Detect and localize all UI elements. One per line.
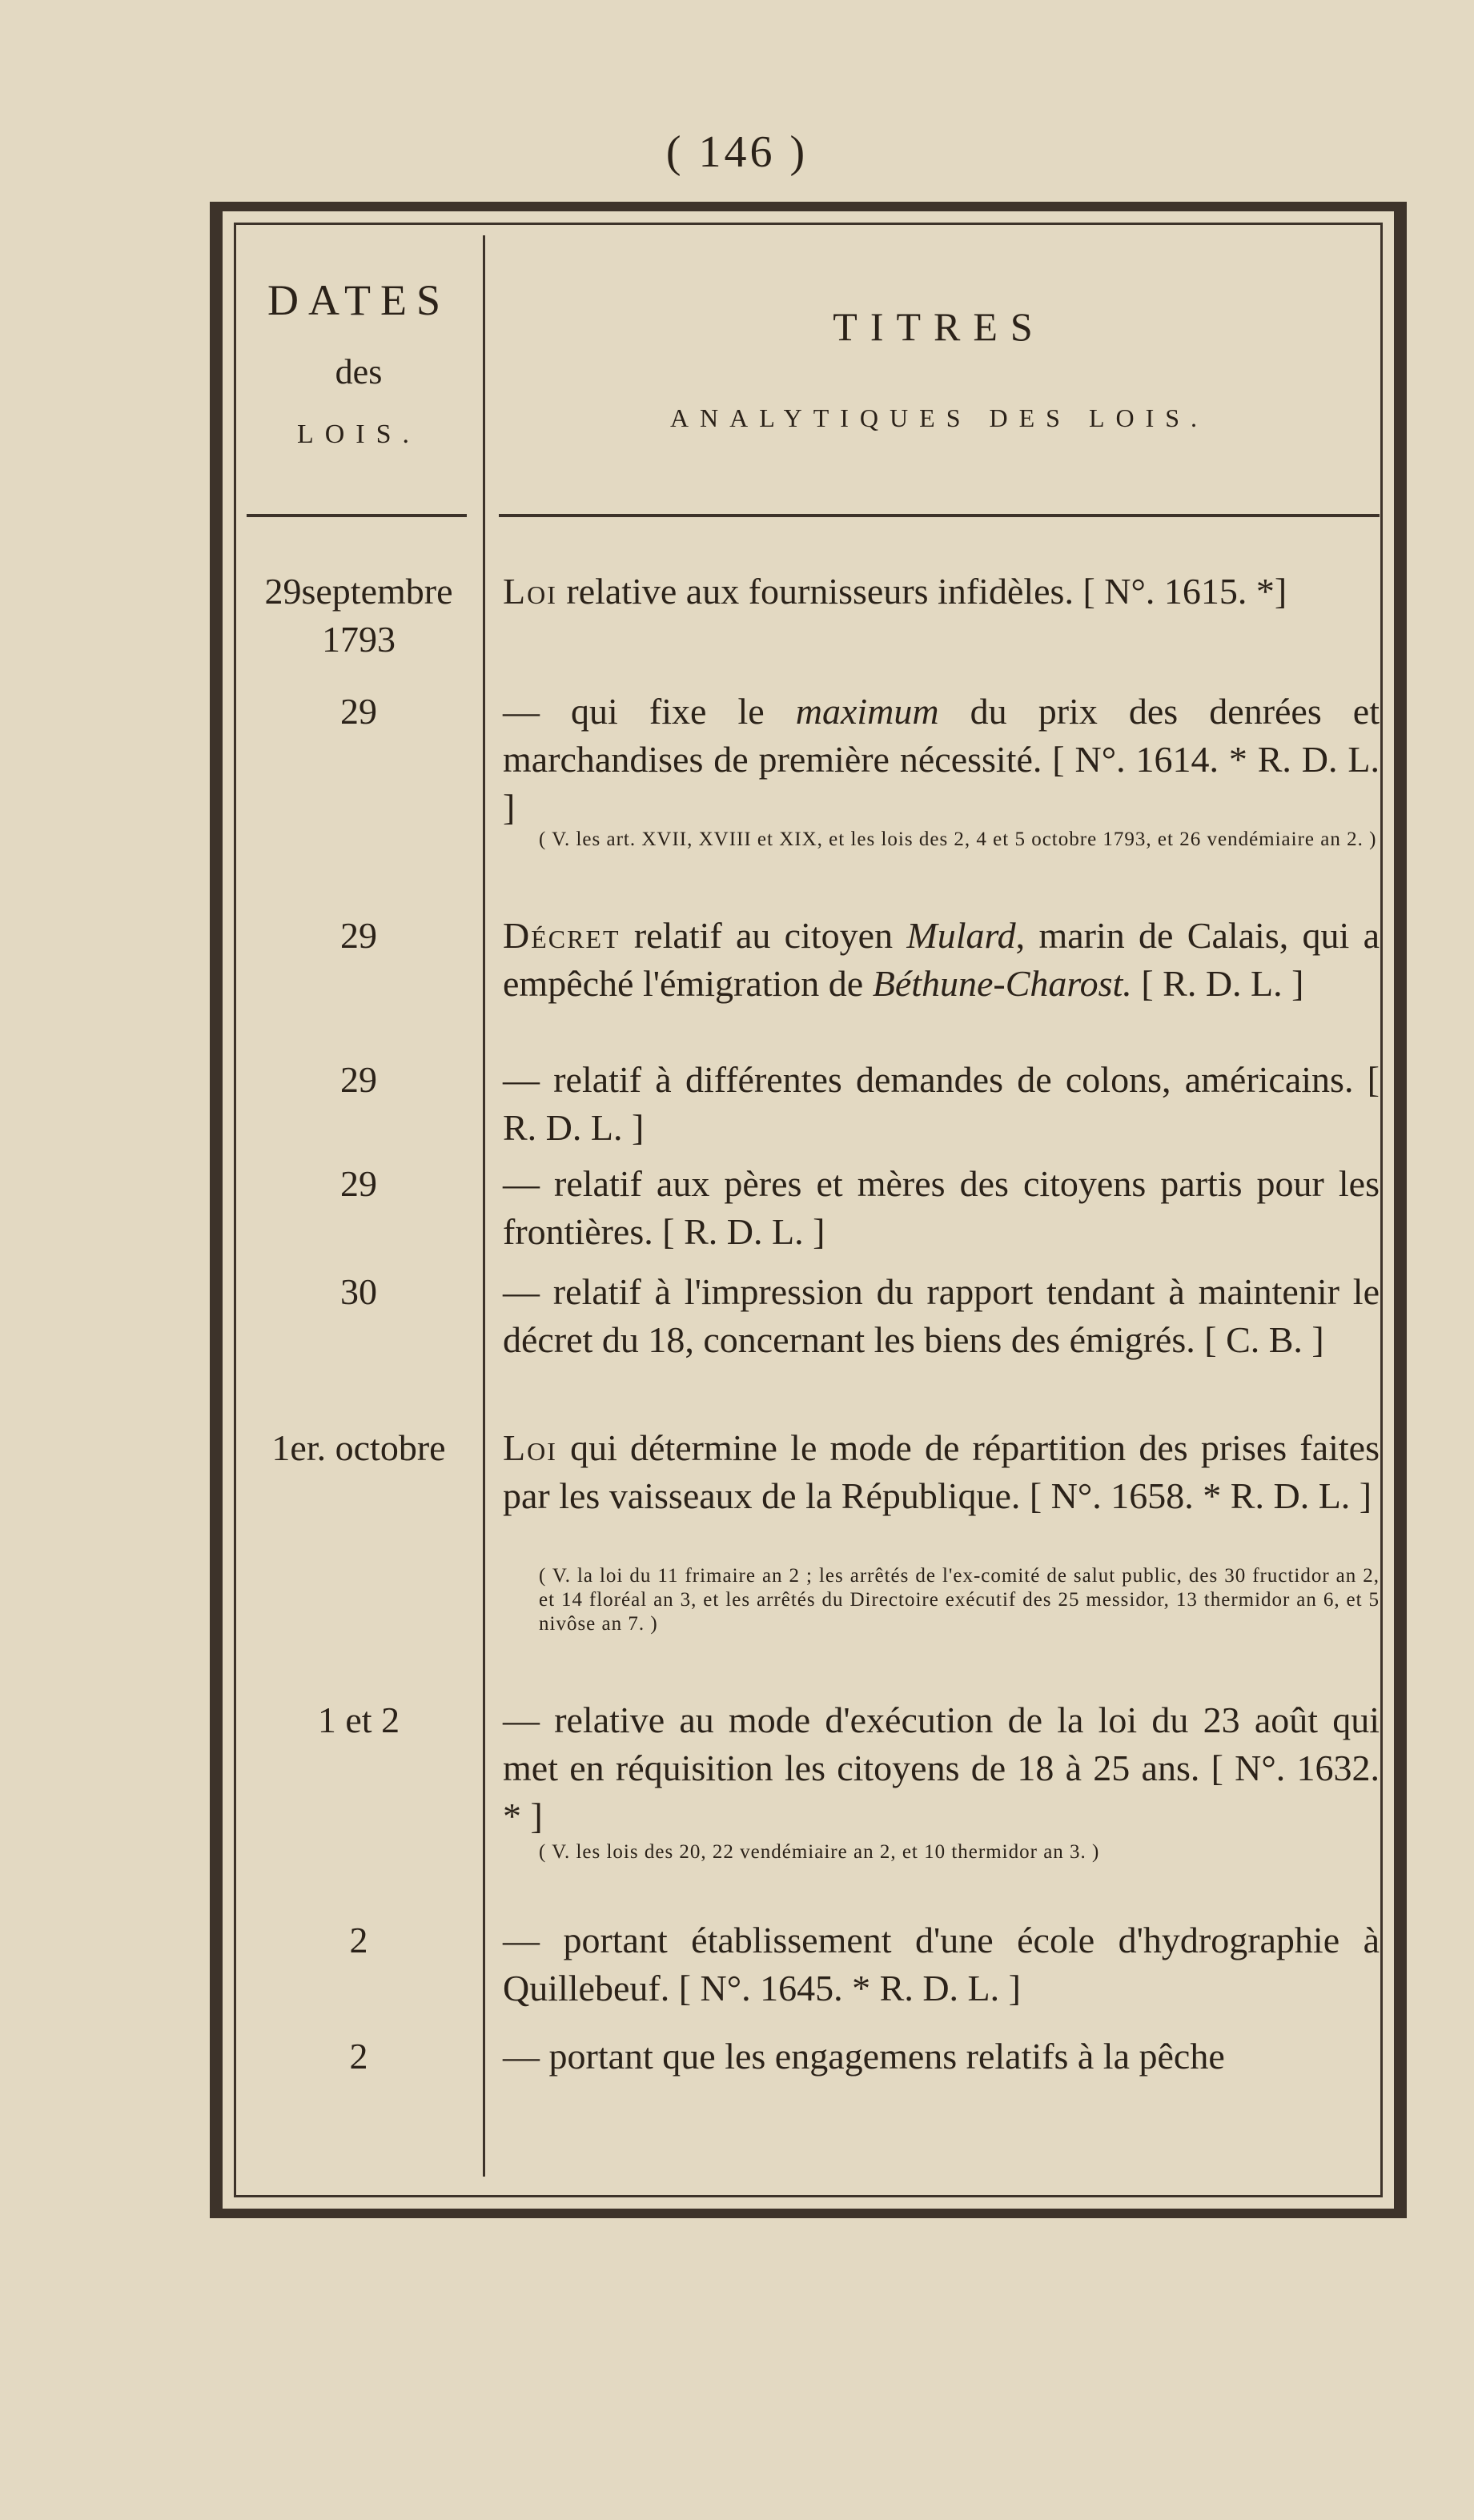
entry-date: 29: [340, 915, 377, 956]
entry-date: 29septembre 1793: [264, 571, 453, 660]
header-analytiques: ANALYTIQUES DES LOIS.: [669, 403, 1209, 432]
entry-date: 30: [340, 1271, 377, 1312]
entry-note: ( V. les lois des 20, 22 vendémiaire an 2, et 10 thermidor an 3. ): [539, 1841, 1100, 1863]
entry-date: 29: [340, 691, 377, 732]
header-titres: TITRES: [833, 304, 1046, 349]
header-des: des: [335, 352, 383, 391]
column-divider: [483, 235, 485, 2177]
entry-title: — relatif à l'impression du rapport tendant à maintenir le décret du 18, concernant les biens des émigrés. [ C. B. ]: [503, 1271, 1380, 1360]
entry-title: — portant établissement d'une école d'hydrographie à Quillebeuf. [ N°. 1645. * R. D. L. ]: [503, 1920, 1380, 2008]
entry-title: Loi qui détermine le mode de répartition des prises faites par les vaisseaux de la République. [ N°. 1658. * R. D. L. ]: [503, 1427, 1380, 1516]
entry-title: — relatif à différentes demandes de colons, américains. [ R. D. L. ]: [503, 1059, 1380, 1148]
header-rule-right: [499, 514, 1380, 517]
entry-title: Décret relatif au citoyen Mulard, marin de Calais, qui a empêché l'émigration de Béthune-Charost. [ R. D. L. ]: [503, 915, 1380, 1004]
entry-title: — relatif aux pères et mères des citoyens partis pour les frontières. [ R. D. L. ]: [503, 1163, 1380, 1252]
entry-title: — qui fixe le maximum du prix des denrées et marchandises de première nécessité. [ N°. 1614. * R. D. L. ]: [503, 691, 1380, 828]
header-dates: DATES: [267, 276, 450, 324]
header-rule-left: [247, 514, 467, 517]
entry-date: 2: [349, 1920, 368, 1960]
entry-date: 1er. octobre: [271, 1427, 446, 1468]
header-lois: LOIS.: [296, 419, 421, 449]
entry-date: 2: [349, 2036, 368, 2077]
entry-title: — portant que les engagemens relatifs à la pêche: [503, 2036, 1225, 2077]
entry-date: 29: [340, 1163, 377, 1204]
entry-date: 1 et 2: [317, 1699, 400, 1740]
entry-date: 29: [340, 1059, 377, 1100]
page-number: ( 146 ): [665, 127, 809, 177]
table-frame: [210, 202, 1407, 2218]
entry-note: ( V. les art. XVII, XVIII et XIX, et les lois des 2, 4 et 5 octobre 1793, et 26 vendémiaire an 2. ): [539, 829, 1377, 850]
entry-note: ( V. la loi du 11 frimaire an 2 ; les arrêtés de l'ex-comité de salut public, des 30 fructidor an 2, et 14 floréal an 3, et les arrêtés du Directoire exécutif des 25 messidor, 13 thermidor an 6, et 5 nivôse an 7. ): [539, 1565, 1380, 1635]
entry-title: Loi relative aux fournisseurs infidèles. [ N°. 1615. *]: [503, 571, 1287, 612]
entry-title: — relative au mode d'exécution de la loi du 23 août qui met en réquisition les citoyens de 18 à 25 ans. [ N°. 1632. * ]: [503, 1699, 1380, 1836]
